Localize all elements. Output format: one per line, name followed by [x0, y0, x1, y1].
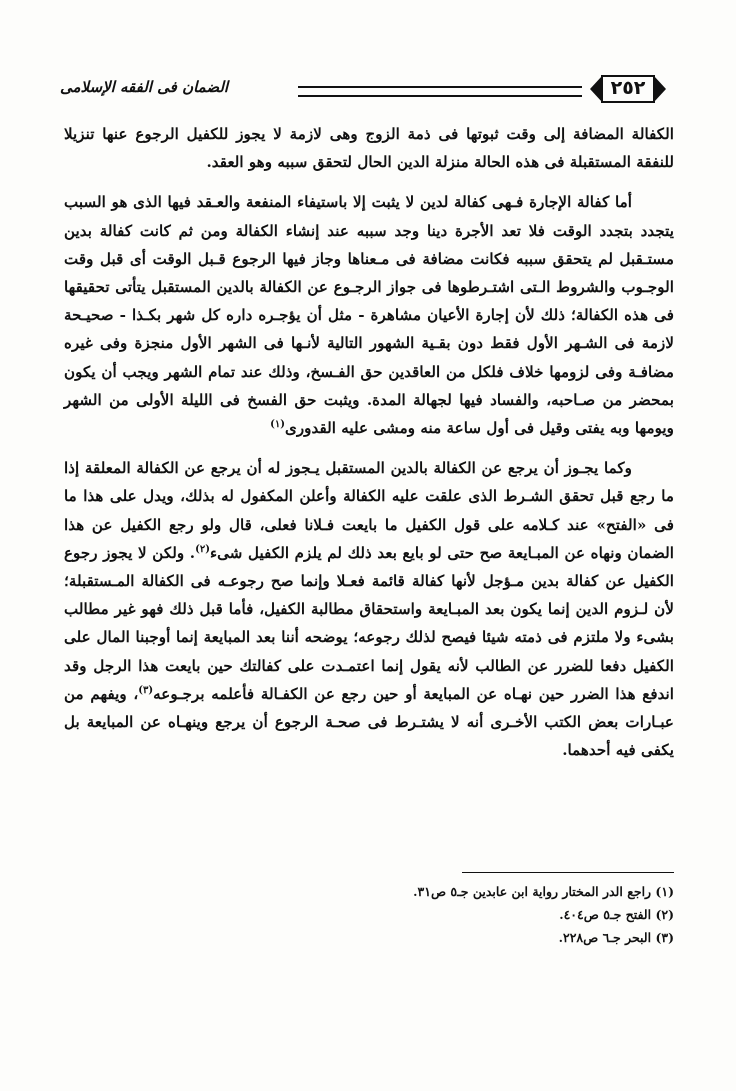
paragraph-1: الكفالة المضافة إلى وقت ثبوتها فى ذمة الزوج وهى لازمة لا يجوز للكفيل الرجوع عنها تنزيلا للنفقة المستقبلة فى هذه الحالة منزلة الدين الحال لتحقق سببه وهو العقد.	[64, 125, 674, 172]
page-number-frame	[590, 74, 666, 104]
running-title: الضمان فى الفقه الإسلامى	[60, 78, 229, 96]
page-header	[60, 74, 674, 108]
footnote-3: (٣) البحر جـ٦ ص٢٢٨.	[558, 930, 674, 945]
paragraph-3-text-a: وكما يجـوز أن يرجع عن الكفالة بالدين المستقبل يـجوز له أن يرجع عن الكفالة المعلقة إذا ما رجع قبل تحقق الشـرط الذى علقت عليه الكفالة وأعلن المكفول له بذلك، ويدل على هذا ما فى «الفتح» عند كـلامه على قول الكفيل ما بايعت فـلانا فعلى، قال ولو رجع الكفيل عن هذا الضمان ونهاه عن المبـايعة صح حتى لو بايع بعد ذلك لم يلزم الكفيل شىء	[64, 459, 674, 562]
footnote-ref-1: (١)	[270, 418, 285, 430]
paragraph-3-text-c: ، ويفهم من عبـارات بعض الكتب الأخـرى أنه لا يشتـرط فى صحـة الرجوع أن يرجع وينهـاه عن المبايعة بل يكفى فيه أحدهما.	[64, 684, 674, 760]
paragraph-2	[64, 188, 674, 442]
header-double-rule	[298, 86, 582, 97]
paragraph-3-text-b: . ولكن لا يجوز رجوع الكفيل عن كفالة بدين مـؤجل لأنها كفالة قائمة فعـلا وإنما صح رجوعـه فى الكفالة المـستقبلة؛ لأن لـزوم الدين إنما يكون بعد المبـايعة واستحقاق مطالبة الكفيل، فأما قبل ذلك فهو غير مطالب بشىء ولا ملتزم فى ذمته شيئا فيصح لذلك رجوعه؛ يوضحه أننا بعد المبايعة إنما أوجبنا المال على الكفيل دفعا للضرر عن الطالب لأنه يقول إنما اعتمـدت على كفالتك حين بايعت هذا الرجل وقد اندفع هذا الضرر حين نهـاه عن المبايعة أو حين رجع عن الكفـالة فأعلمه برجـوعه	[64, 543, 675, 703]
paragraph-2-text: أما كفالة الإجارة فـهى كفالة لدين لا يثبت إلا باستيفاء المنفعة والعـقد فيها الذى هو السبب يتجدد بتجدد الوقت فلا تعد الأجرة دينا وجد سببه عند إنشاء الكفالة ومن ثم كانت كفالة بدين مستـقبل لم يتحقق سببه فكانت مضافة فى مـعناها وجاز فيها الرجوع قـبل الوقت أى قبل وقت الوجـوب والشروط الـتى اشتـرطوها فى جواز الرجـوع عن الكفالة بالدين المستقبل يتأتى تحقيقها فى هذه الكفالة؛ ذلك لأن إجارة الأعيان مشاهرة - مثل أن يؤجـره داره كل شهر بكـذا - صحيـحة لازمة فى الشـهر الأول فقط دون بقـية الشهور التالية لأنـها فى الشهر الأول منجزة وفى غيره مضافـة وفى لزومها خلاف فلكل من العاقدين حق الفـسخ، وذلك عند تمام الشهر ويجب أن يكون بمحضر من صـاحبه، والفساد فيها لجهالة المدة. ويثبت حق الفسخ فى الليلة الأولى من الشهر ويومها وبه يفتى وقيل فى أول ساعة منه ومشى عليه القدورى	[64, 193, 674, 438]
page-number: ٢٥٢	[610, 77, 646, 99]
footnote-ref-3: (٣)	[138, 684, 154, 696]
footnote-2: (٢) الفتح جـ٥ ص٤٠٤.	[559, 907, 674, 922]
footnotes	[254, 880, 674, 949]
paragraph-3	[64, 454, 674, 764]
main-text	[64, 120, 674, 764]
footnote-1: (١) راجع الدر المختار رواية ابن عابدين جـ٥ ص٣١.	[413, 884, 674, 899]
footnote-ref-2: (٢)	[195, 543, 210, 555]
footnote-separator	[462, 872, 674, 873]
